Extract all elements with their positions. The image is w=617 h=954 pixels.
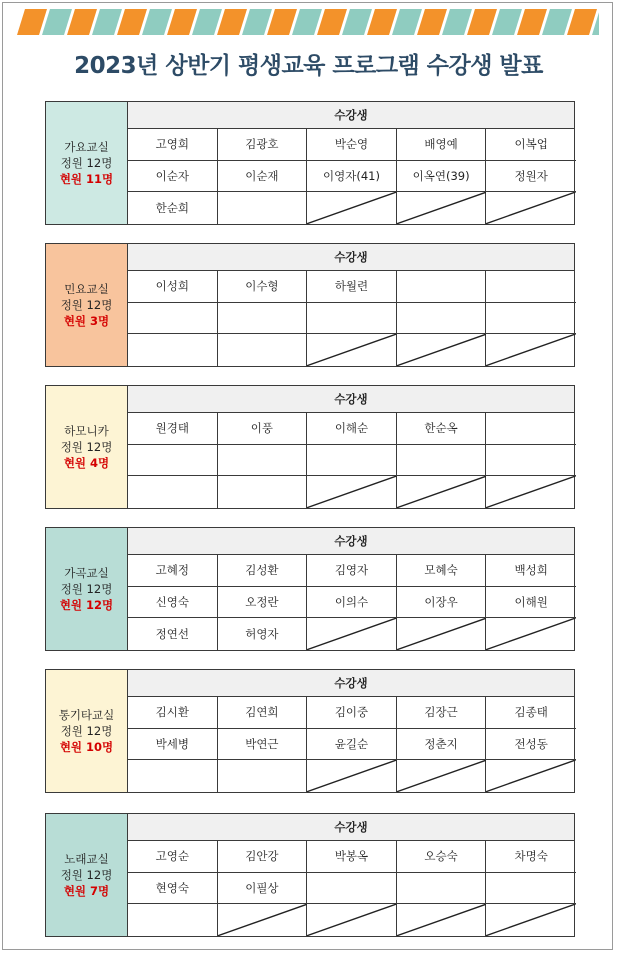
student-cell	[486, 587, 576, 619]
student-cell	[218, 618, 308, 650]
student-cell	[128, 413, 218, 445]
student-name: 고혜정	[155, 563, 189, 578]
empty-slash-mark	[307, 476, 397, 508]
student-cell	[397, 841, 487, 873]
empty-slash-mark	[307, 192, 397, 224]
student-cell	[307, 555, 397, 587]
student-cell	[218, 587, 308, 619]
student-cell	[307, 161, 397, 193]
empty-slash-mark	[397, 760, 487, 792]
student-cell	[218, 760, 308, 792]
decorative-stripe-banner	[17, 9, 599, 35]
empty-slash-mark	[307, 618, 397, 650]
student-cell	[397, 618, 487, 650]
student-name: 김광호	[245, 137, 279, 152]
student-cell	[486, 445, 576, 477]
student-cell	[218, 334, 308, 366]
student-cell	[486, 760, 576, 792]
student-name: 현영숙	[155, 881, 189, 896]
student-cell	[128, 555, 218, 587]
student-name: 박연근	[245, 737, 279, 752]
student-cell	[307, 192, 397, 224]
class-info-cell	[46, 528, 128, 650]
student-cell	[128, 334, 218, 366]
class-capacity: 정원 12명	[60, 724, 113, 738]
student-cell	[307, 303, 397, 335]
student-cell	[307, 587, 397, 619]
class-current-count: 현원 4명	[63, 456, 110, 470]
student-cell	[307, 904, 397, 936]
empty-slash-mark	[486, 760, 576, 792]
student-cell	[128, 129, 218, 161]
student-cell	[307, 618, 397, 650]
student-name: 박순영	[334, 137, 369, 152]
student-name: 김안강	[245, 849, 279, 864]
student-header: 수강생	[128, 670, 574, 697]
student-header: 수강생	[128, 102, 574, 129]
student-cell	[218, 271, 308, 303]
student-name: 고영희	[155, 137, 189, 152]
student-cell	[486, 192, 576, 224]
student-cell	[397, 161, 487, 193]
student-name: 이영자(41)	[323, 169, 380, 184]
class-capacity: 정원 12명	[60, 868, 113, 882]
class-name: 통기타교실	[58, 708, 115, 722]
student-cell	[218, 729, 308, 761]
class-info-cell	[46, 814, 128, 936]
class-block	[45, 813, 575, 937]
student-name: 정춘지	[424, 737, 458, 752]
student-name: 정연선	[155, 627, 189, 642]
class-name: 가요교실	[64, 140, 109, 154]
student-cell	[486, 271, 576, 303]
student-cell	[307, 841, 397, 873]
student-cell	[218, 303, 308, 335]
empty-slash-mark	[218, 904, 308, 936]
empty-slash-mark	[486, 192, 576, 224]
student-cell	[128, 873, 218, 905]
class-capacity: 정원 12명	[60, 156, 113, 170]
empty-slash-mark	[307, 334, 397, 366]
student-name: 차명숙	[514, 849, 548, 864]
student-cell	[128, 192, 218, 224]
class-block	[45, 527, 575, 651]
class-current-count: 현원 11명	[59, 172, 114, 186]
student-cell	[128, 618, 218, 650]
student-name: 김이중	[334, 705, 369, 720]
student-cell	[486, 618, 576, 650]
student-name: 이풍	[250, 421, 273, 436]
student-name: 이순자	[155, 169, 189, 184]
student-grid	[128, 670, 574, 792]
student-cell	[397, 271, 487, 303]
student-name: 이복업	[514, 137, 548, 152]
student-name: 이수형	[245, 279, 279, 294]
class-info-cell	[46, 386, 128, 508]
empty-slash-mark	[307, 904, 397, 936]
class-current-count: 현원 7명	[63, 884, 110, 898]
student-name: 이해순	[334, 421, 369, 436]
student-cell	[128, 587, 218, 619]
student-cell	[397, 587, 487, 619]
student-cell	[486, 697, 576, 729]
student-cell	[397, 697, 487, 729]
student-header: 수강생	[128, 386, 574, 413]
student-cell	[218, 192, 308, 224]
student-cell	[397, 445, 487, 477]
student-cell	[307, 129, 397, 161]
student-cell	[218, 904, 308, 936]
student-name: 박세병	[155, 737, 189, 752]
student-cell	[486, 161, 576, 193]
student-cell	[397, 476, 487, 508]
student-cell	[307, 476, 397, 508]
student-cell	[128, 760, 218, 792]
student-name: 한순희	[155, 201, 189, 216]
student-cell	[486, 729, 576, 761]
class-capacity: 정원 12명	[60, 298, 113, 312]
student-name: 백성희	[514, 563, 548, 578]
student-cell	[486, 303, 576, 335]
student-cell	[128, 271, 218, 303]
class-name: 민요교실	[64, 282, 109, 296]
empty-slash-mark	[307, 760, 397, 792]
student-name: 윤길순	[334, 737, 369, 752]
student-name: 고영순	[155, 849, 189, 864]
student-cell	[307, 271, 397, 303]
student-cell	[307, 697, 397, 729]
class-block	[45, 101, 575, 225]
student-header: 수강생	[128, 528, 574, 555]
student-cell	[128, 729, 218, 761]
student-grid	[128, 386, 574, 508]
student-grid	[128, 102, 574, 224]
student-name: 신영숙	[155, 595, 189, 610]
class-capacity: 정원 12명	[60, 440, 113, 454]
student-cell	[218, 413, 308, 445]
student-name: 김연희	[245, 705, 279, 720]
student-cell	[397, 873, 487, 905]
student-cell	[128, 697, 218, 729]
student-name: 이해원	[514, 595, 548, 610]
student-cell	[486, 476, 576, 508]
class-name: 노래교실	[64, 852, 109, 866]
student-cell	[218, 445, 308, 477]
student-name: 이필상	[245, 881, 279, 896]
student-name: 김장근	[424, 705, 458, 720]
student-name: 이장우	[424, 595, 458, 610]
class-block	[45, 385, 575, 509]
student-cell	[486, 873, 576, 905]
class-info-cell	[46, 670, 128, 792]
empty-slash-mark	[486, 334, 576, 366]
class-capacity: 정원 12명	[60, 582, 113, 596]
student-name: 오승숙	[424, 849, 458, 864]
student-cell	[218, 873, 308, 905]
student-name: 김시환	[155, 705, 189, 720]
student-cell	[397, 129, 487, 161]
student-grid	[128, 814, 574, 936]
student-name: 김성환	[245, 563, 279, 578]
student-cell	[397, 904, 487, 936]
student-cell	[397, 334, 487, 366]
empty-slash-mark	[486, 904, 576, 936]
empty-slash-mark	[397, 334, 487, 366]
student-name: 오정란	[245, 595, 279, 610]
student-cell	[128, 445, 218, 477]
student-name: 배영예	[424, 137, 458, 152]
class-current-count: 현원 10명	[59, 740, 114, 754]
student-grid	[128, 244, 574, 366]
class-block	[45, 669, 575, 793]
student-name: 정원자	[514, 169, 548, 184]
empty-slash-mark	[397, 904, 487, 936]
student-cell	[307, 334, 397, 366]
student-cell	[128, 303, 218, 335]
student-name: 전성동	[514, 737, 548, 752]
student-cell	[128, 841, 218, 873]
student-name: 한순옥	[424, 421, 458, 436]
student-name: 이의수	[334, 595, 369, 610]
student-cell	[307, 413, 397, 445]
student-header: 수강생	[128, 814, 574, 841]
student-cell	[397, 555, 487, 587]
student-cell	[218, 841, 308, 873]
class-current-count: 현원 12명	[59, 598, 114, 612]
student-cell	[307, 729, 397, 761]
student-cell	[218, 476, 308, 508]
student-name: 김종태	[514, 705, 548, 720]
class-block	[45, 243, 575, 367]
student-grid	[128, 528, 574, 650]
student-cell	[128, 904, 218, 936]
student-cell	[397, 192, 487, 224]
student-name: 허영자	[245, 627, 279, 642]
student-cell	[397, 729, 487, 761]
student-cell	[307, 873, 397, 905]
student-cell	[486, 334, 576, 366]
student-cell	[218, 129, 308, 161]
student-cell	[486, 841, 576, 873]
class-info-cell	[46, 244, 128, 366]
announcement-page	[2, 2, 613, 950]
empty-slash-mark	[397, 476, 487, 508]
student-name: 김영자	[334, 563, 369, 578]
class-current-count: 현원 3명	[63, 314, 110, 328]
student-cell	[218, 697, 308, 729]
student-cell	[397, 760, 487, 792]
student-name: 이옥연(39)	[412, 169, 470, 184]
student-cell	[128, 476, 218, 508]
student-cell	[486, 413, 576, 445]
student-cell	[218, 161, 308, 193]
empty-slash-mark	[486, 476, 576, 508]
class-name: 하모니카	[64, 424, 109, 438]
student-name: 이성희	[155, 279, 189, 294]
page-title: 2023년 상반기 평생교육 프로그램 수강생 발표	[74, 53, 543, 79]
student-name: 박봉옥	[334, 849, 369, 864]
student-cell	[307, 760, 397, 792]
student-header: 수강생	[128, 244, 574, 271]
student-name: 모혜숙	[424, 563, 458, 578]
class-info-cell	[46, 102, 128, 224]
student-cell	[397, 413, 487, 445]
class-name: 가곡교실	[64, 566, 109, 580]
student-cell	[307, 445, 397, 477]
student-name: 원경태	[155, 421, 189, 436]
empty-slash-mark	[397, 618, 487, 650]
student-cell	[218, 555, 308, 587]
student-cell	[486, 904, 576, 936]
empty-slash-mark	[397, 192, 487, 224]
student-cell	[486, 129, 576, 161]
student-cell	[486, 555, 576, 587]
student-cell	[397, 303, 487, 335]
empty-slash-mark	[486, 618, 576, 650]
student-cell	[128, 161, 218, 193]
student-name: 이순재	[245, 169, 279, 184]
student-name: 하월련	[334, 279, 369, 294]
